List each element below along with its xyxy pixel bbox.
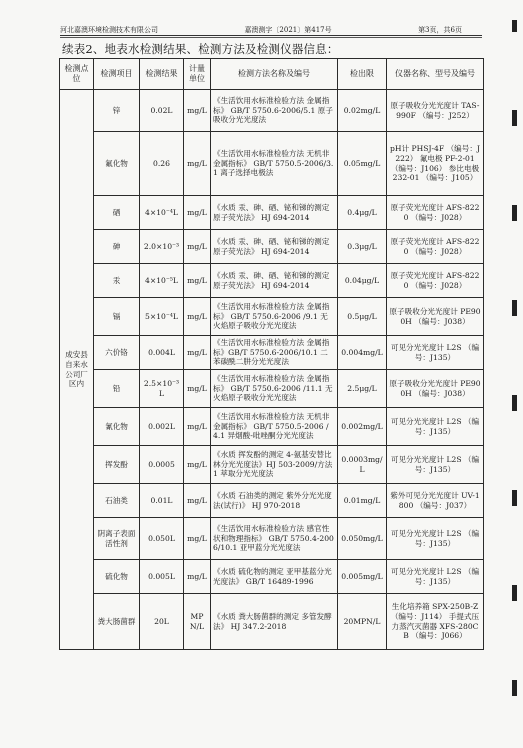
item-cell: 汞 <box>94 264 140 298</box>
result-cell: 20L <box>140 594 184 650</box>
table-row <box>60 370 484 408</box>
table-row <box>60 132 484 196</box>
unit-cell: mg/L <box>184 298 211 336</box>
col-header-location: 检测点位 <box>60 59 94 90</box>
limit-cell: 0.04μg/L <box>338 264 387 298</box>
method-cell: 《水质 汞、砷、硒、铋和锑的测定 原子荧光法》 HJ 694-2014 <box>211 230 338 264</box>
unit-cell: MPN/L <box>184 594 211 650</box>
page-number: 第3页，共6页 <box>418 26 462 34</box>
col-header-limit: 检出限 <box>338 59 387 90</box>
unit-cell: mg/L <box>184 230 211 264</box>
item-cell: 硫化物 <box>94 560 140 594</box>
instrument-cell: 可见分光光度计 L2S （编号：J135） <box>387 408 484 446</box>
item-cell: 镉 <box>94 298 140 336</box>
item-cell: 挥发酚 <box>94 446 140 484</box>
unit-cell: mg/L <box>184 408 211 446</box>
instrument-cell: 原子荧光光度计 AFS-8220 （编号：J028） <box>387 230 484 264</box>
table-row <box>60 196 484 230</box>
binding-mark <box>512 20 517 32</box>
col-header-unit: 计量单位 <box>184 59 211 90</box>
table-row <box>60 594 484 650</box>
limit-cell: 0.004mg/L <box>338 336 387 370</box>
table-row <box>60 484 484 518</box>
result-cell: 4×10⁻⁴L <box>140 196 184 230</box>
method-cell: 《水质 汞、砷、硒、铋和锑的测定 原子荧光法》 HJ 694-2014 <box>211 196 338 230</box>
method-cell: 《水质 粪大肠菌群的测定 多管发酵法》 HJ 347.2-2018 <box>211 594 338 650</box>
method-cell: 《生活饮用水标准检验方法 无机非金属指标》 GB/T 5750.5-2006 /4.1 异烟酸-吡唑酮分光光度法 <box>211 408 338 446</box>
item-cell: 石油类 <box>94 484 140 518</box>
limit-cell: 0.005mg/L <box>338 560 387 594</box>
limit-cell: 0.5μg/L <box>338 298 387 336</box>
location-cell: 成安县自来水公司厂区内 <box>60 90 94 650</box>
table-row <box>60 336 484 370</box>
table-row <box>60 518 484 560</box>
col-header-item: 检测项目 <box>94 59 140 90</box>
method-cell: 《生活饮用水标准检验方法 金属指标》 GB/T 5750.6-2006 /9.1 无火焰原子吸收分光光度法 <box>211 298 338 336</box>
unit-cell: mg/L <box>184 484 211 518</box>
binding-mark <box>512 205 517 221</box>
result-cell: 2.5×10⁻³L <box>140 370 184 408</box>
unit-cell: mg/L <box>184 446 211 484</box>
instrument-cell: 原子吸收分光光度计 PE900H （编号：J038） <box>387 298 484 336</box>
binding-mark <box>512 395 517 411</box>
item-cell: 六价铬 <box>94 336 140 370</box>
unit-cell: mg/L <box>184 196 211 230</box>
unit-cell: mg/L <box>184 336 211 370</box>
instrument-cell: 可见分光光度计 L2S （编号：J135） <box>387 560 484 594</box>
item-cell: 砷 <box>94 230 140 264</box>
result-cell: 0.005L <box>140 560 184 594</box>
result-cell: 4×10⁻⁵L <box>140 264 184 298</box>
unit-cell: mg/L <box>184 560 211 594</box>
binding-mark <box>512 110 517 126</box>
item-cell: 硒 <box>94 196 140 230</box>
page-header <box>60 21 462 35</box>
result-cell: 0.050L <box>140 518 184 560</box>
limit-cell: 0.3μg/L <box>338 230 387 264</box>
method-cell: 《水质 挥发酚的测定 4-氨基安替比林分光光度法》HJ 503-2009/方法1 萃取分光光度法 <box>211 446 338 484</box>
instrument-cell: 生化培养箱 SPX-250B-Z （编号：J114） 手提式压力蒸汽灭菌器 XFS-280CB （编号：J066） <box>387 594 484 650</box>
instrument-cell: 原子吸收分光光度计 PE900H （编号：J038） <box>387 370 484 408</box>
table-row <box>60 230 484 264</box>
col-header-method: 检测方法名称及编号 <box>211 59 338 90</box>
binding-mark <box>512 490 517 506</box>
method-cell: 《生活饮用水标准检验方法 金属指标》 GB/T 5750.6-2006 /11.1 无火焰原子吸收分光光度法 <box>211 370 338 408</box>
unit-cell: mg/L <box>184 132 211 196</box>
method-cell: 《水质 硫化物的测定 亚甲基蓝分光光度法》 GB/T 16489-1996 <box>211 560 338 594</box>
result-cell: 0.004L <box>140 336 184 370</box>
company-name: 河北嘉澳环境检测技术有限公司 <box>60 26 158 34</box>
unit-cell: mg/L <box>184 370 211 408</box>
table-caption: 续表2、地表水检测结果、检测方法及检测仪器信息： <box>62 42 339 56</box>
limit-cell: 0.050mg/L <box>338 518 387 560</box>
table-row <box>60 408 484 446</box>
item-cell: 氟化物 <box>94 132 140 196</box>
limit-cell: 2.5μg/L <box>338 370 387 408</box>
col-header-result: 检测结果 <box>140 59 184 90</box>
method-cell: 《生活饮用水标准检验方法 感官性状和物理指标》 GB/T 5750.4-2006/10.1 亚甲蓝分光光度法 <box>211 518 338 560</box>
limit-cell: 0.01mg/L <box>338 484 387 518</box>
result-cell: 0.002L <box>140 408 184 446</box>
instrument-cell: pH计 PHSJ-4F （编号：J222） 氟电极 PF-2-01 （编号：J106） 参比电极 232-01 （编号：J105） <box>387 132 484 196</box>
instrument-cell: 可见分光光度计 L2S （编号：J135） <box>387 446 484 484</box>
item-cell: 锌 <box>94 90 140 132</box>
report-number: 嘉澳测字〔2021〕第417号 <box>244 26 332 34</box>
header-rule-thin <box>60 37 482 38</box>
instrument-cell: 可见分光光度计 L2S （编号：J135） <box>387 518 484 560</box>
instrument-cell: 原子荧光光度计 AFS-8220 （编号：J028） <box>387 264 484 298</box>
method-cell: 《生活饮用水标准检验方法 金属指标》GB/T 5750.6-2006/10.1 二苯碳酰二肼分光光度法 <box>211 336 338 370</box>
item-cell: 粪大肠菌群 <box>94 594 140 650</box>
table-row <box>60 560 484 594</box>
unit-cell: mg/L <box>184 90 211 132</box>
result-cell: 5×10⁻⁴L <box>140 298 184 336</box>
method-cell: 《生活饮用水标准检验方法 金属指标》 GB/T 5750.6-2006/5.1 原子吸收分光光度法 <box>211 90 338 132</box>
results-table <box>59 58 484 650</box>
result-cell: 0.02L <box>140 90 184 132</box>
method-cell: 《水质 石油类的测定 紫外分光光度法(试行)》 HJ 970-2018 <box>211 484 338 518</box>
table-row <box>60 298 484 336</box>
binding-mark <box>512 585 517 601</box>
table-header-row <box>60 59 484 90</box>
method-cell: 《水质 汞、砷、硒、铋和锑的测定 原子荧光法》 HJ 694-2014 <box>211 264 338 298</box>
item-cell: 阴离子表面活性剂 <box>94 518 140 560</box>
limit-cell: 0.4μg/L <box>338 196 387 230</box>
binding-mark <box>512 300 517 316</box>
instrument-cell: 原子吸收分光光度计 TAS-990F （编号：J252） <box>387 90 484 132</box>
result-cell: 0.0005 <box>140 446 184 484</box>
limit-cell: 0.002mg/L <box>338 408 387 446</box>
header-rule <box>60 35 482 36</box>
result-cell: 2.0×10⁻³ <box>140 230 184 264</box>
result-cell: 0.26 <box>140 132 184 196</box>
result-cell: 0.01L <box>140 484 184 518</box>
table-row <box>60 264 484 298</box>
item-cell: 氰化物 <box>94 408 140 446</box>
binding-mark <box>512 680 517 696</box>
instrument-cell: 紫外可见分光光度计 UV-1800 （编号：J037） <box>387 484 484 518</box>
limit-cell: 0.02mg/L <box>338 90 387 132</box>
unit-cell: mg/L <box>184 264 211 298</box>
instrument-cell: 原子荧光光度计 AFS-8220 （编号：J028） <box>387 196 484 230</box>
table-row <box>60 446 484 484</box>
method-cell: 《生活饮用水标准检验方法 无机非金属指标》 GB/T 5750.5-2006/3.1 离子选择电极法 <box>211 132 338 196</box>
unit-cell: mg/L <box>184 518 211 560</box>
col-header-instrument: 仪器名称、型号及编号 <box>387 59 484 90</box>
limit-cell: 20MPN/L <box>338 594 387 650</box>
item-cell: 铅 <box>94 370 140 408</box>
limit-cell: 0.0003mg/L <box>338 446 387 484</box>
instrument-cell: 可见分光光度计 L2S （编号：J135） <box>387 336 484 370</box>
table-row <box>60 90 484 132</box>
limit-cell: 0.05mg/L <box>338 132 387 196</box>
